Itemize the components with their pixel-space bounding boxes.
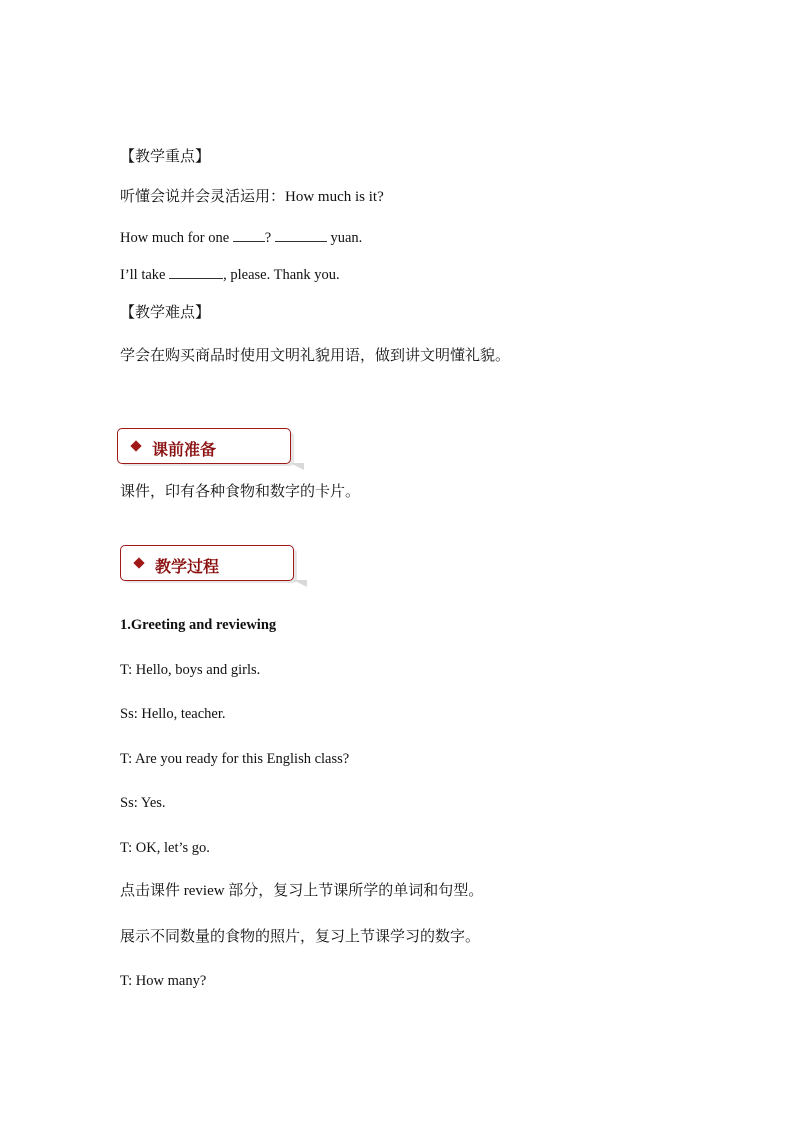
dialogue-line: T: Hello, boys and girls. [120,662,261,678]
sentence-2-part-b: , please. Thank you. [223,267,340,283]
sentence-1-part-b: ? [264,230,272,246]
dialogue-line: Ss: Hello, teacher. [120,706,226,722]
process-title: 教学过程 [155,557,220,576]
diamond-icon [133,557,144,568]
difficult-points-text: 学会在购买商品时使用文明礼貌用语，做到讲文明懂礼貌。 [120,346,511,364]
blank-price [275,229,327,242]
preparation-section-header [117,428,291,464]
header-shadow-tail [293,580,307,587]
preparation-text: 课件，印有各种食物和数字的卡片。 [120,482,361,500]
sentence-1-part-c: yuan. [330,230,363,246]
dialogue-line: Ss: Yes. [120,795,166,811]
dialogue-line: T: How many? [120,973,207,989]
instruction-line: 点击课件 review 部分，复习上节课所学的单词和句型。 [120,883,484,899]
preparation-title: 课前准备 [152,440,217,459]
step-1-heading: 1.Greeting and reviewing [120,617,277,633]
blank-item [233,229,265,242]
key-points-sentence-1 [120,229,362,246]
blank-item-take [169,266,223,279]
dialogue-line: T: Are you ready for this English class? [120,751,350,767]
key-points-heading: 【教学重点】 [120,147,211,165]
instruction-line: 展示不同数量的食物的照片，复习上节课学习的数字。 [120,927,481,945]
dialogue-line: T: OK, let’s go. [120,840,210,856]
sentence-1-part-a: How much for one [120,230,230,246]
key-points-sentence-2 [120,266,340,283]
diamond-icon [130,440,141,451]
process-section-header [120,545,294,581]
difficult-points-heading: 【教学难点】 [120,303,211,321]
header-shadow-tail [290,463,304,470]
sentence-2-part-a: I’ll take [120,267,166,283]
key-points-intro: 听懂会说并会灵活运用：How much is it? [120,189,384,205]
